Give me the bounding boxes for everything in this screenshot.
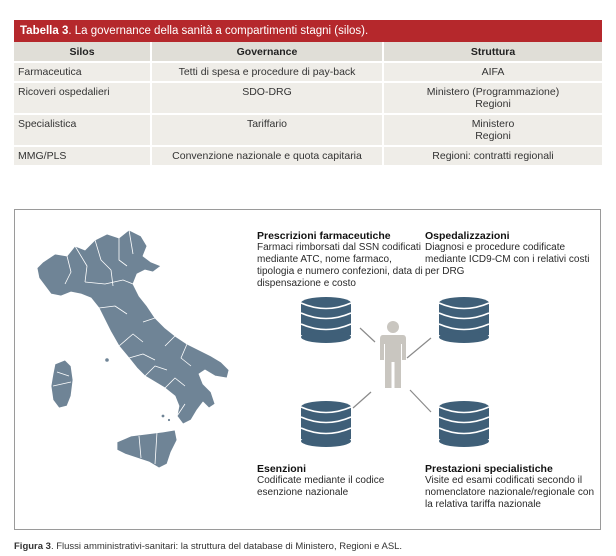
governance-table [14,20,602,165]
block-line: Farmaci rimborsati dal SSN codificati [257,242,421,253]
table-row [14,61,602,81]
cell-silos: MMG/PLS [14,145,152,165]
table-row [14,145,602,165]
block-line: dispensazione e costo [257,278,356,289]
block-line: mediante ICD9-CM con i relativi costi [425,254,590,265]
block-prescrizioni [257,230,437,290]
cell-struttura [384,61,602,81]
database-icon [437,296,491,346]
struttura-line: Ministero (Programmazione) [426,86,560,98]
table-label: Tabella 3 [20,25,69,37]
connector-line [407,338,431,358]
block-line: Diagnosi e procedure codificate [425,242,566,253]
block-ospedalizzazioni [425,230,601,278]
header-struttura: Struttura [384,42,602,61]
block-line: mediante ATC, nome farmaco, [257,254,392,265]
figure-caption [14,541,402,552]
cell-governance: Tariffario [152,113,384,145]
caption-label: Figura 3 [14,541,51,552]
block-line: tipologia e numero confezioni, data di [257,266,423,277]
cell-silos: Farmaceutica [14,61,152,81]
table-row [14,81,602,113]
block-line: la relativa tariffa nazionale [425,499,541,510]
block-line: Codificate mediante il codice [257,475,385,486]
table-body [14,42,602,165]
cell-struttura [384,113,602,145]
table-title-text: . La governance della sanità a compartimenti stagni (silos). [68,25,369,37]
block-line: esenzione nazionale [257,487,349,498]
struttura-line: Regioni: contratti regionali [432,150,554,162]
block-title: Prestazioni specialistiche [425,463,553,475]
struttura-line: Regioni [475,130,511,142]
block-line: Visite ed esami codificati secondo il [425,475,583,486]
block-line: nomenclatore nazionale/regionale con [425,487,595,498]
connector-line [410,390,431,412]
person-icon [378,320,408,390]
cell-governance: Convenzione nazionale e quota capitaria [152,145,384,165]
header-governance: Governance [152,42,384,61]
connector-line [360,328,375,342]
cell-silos: Ricoveri ospedalieri [14,81,152,113]
figure-box [14,209,601,530]
cell-struttura [384,145,602,165]
table-title [14,20,602,42]
cell-governance: Tetti di spesa e procedure di pay-back [152,61,384,81]
struttura-line: Ministero [471,118,515,130]
block-prestazioni [425,463,601,511]
block-line: per DRG [425,266,465,277]
struttura-line: AIFA [481,66,505,78]
header-silos: Silos [14,42,152,61]
caption-text: . Flussi amministrativi-sanitari: la struttura del database di Ministero, Regioni e ASL. [50,541,403,552]
block-title: Prescrizioni farmaceutiche [257,230,391,242]
block-esenzioni [257,463,427,499]
database-icon [437,400,491,450]
cell-governance: SDO-DRG [152,81,384,113]
block-title: Esenzioni [257,463,307,475]
struttura-line: Regioni [475,98,511,110]
database-icon [299,296,353,346]
cell-struttura [384,81,602,113]
connector-line [353,392,371,408]
database-icon [299,400,353,450]
cell-silos: Specialistica [14,113,152,145]
table-row [14,113,602,145]
block-title: Ospedalizzazioni [425,230,510,242]
